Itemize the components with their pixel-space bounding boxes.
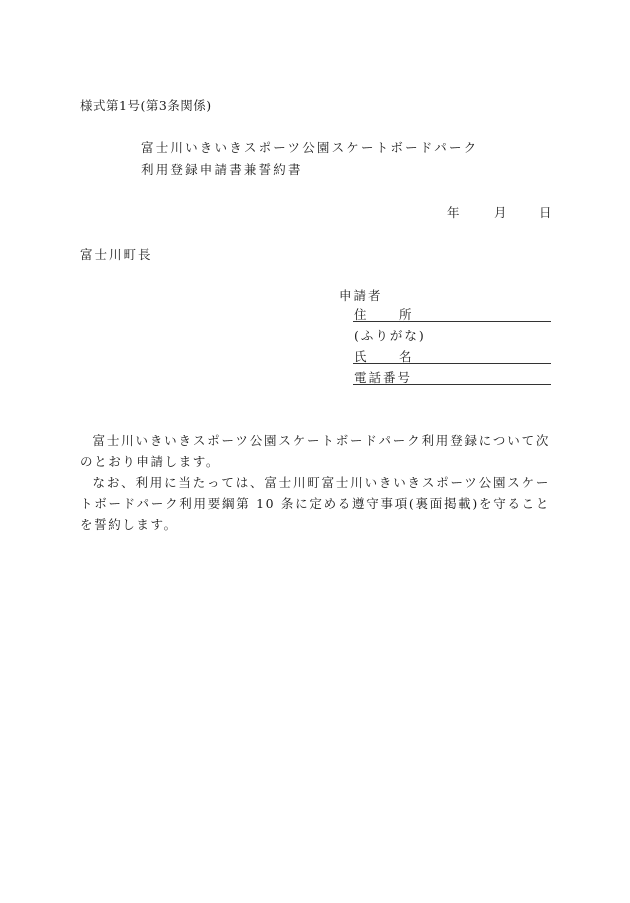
name-field[interactable] [353,347,551,364]
body-text [80,430,550,535]
phone-field[interactable] [353,368,551,385]
document-title-line-1: 富士川いきいきスポーツ公園スケートボードパーク [141,140,479,155]
form-number: 様式第1号(第3条関係) [80,98,212,113]
body-paragraph-1: 富士川いきいきスポーツ公園スケートボードパーク利用登録について次のとおり申請します。 [80,433,550,469]
body-paragraph-2: なお、利用に当たっては、富士川町富士川いきいきスポーツ公園スケートボードパーク利用要綱第 10 条に定める遵守事項(裏面掲載)を守ることを誓約します。 [80,475,550,532]
address-label-2: 所 [399,307,412,322]
furigana-field[interactable] [353,326,551,342]
date-day-label: 日 [539,205,552,220]
addressee: 富士川町長 [80,247,153,262]
address-field[interactable] [353,305,551,322]
address-label-1: 住 [354,307,367,322]
date-row [0,203,630,219]
name-label-1: 氏 [354,349,367,364]
date-year-label: 年 [447,205,460,220]
furigana-label: (ふりがな) [354,328,426,343]
date-month-label: 月 [494,205,507,220]
document-title-line-2: 利用登録申請書兼誓約書 [141,162,303,177]
applicant-label: 申請者 [339,288,383,303]
name-label-2: 名 [399,349,412,364]
phone-label: 電話番号 [354,370,413,385]
